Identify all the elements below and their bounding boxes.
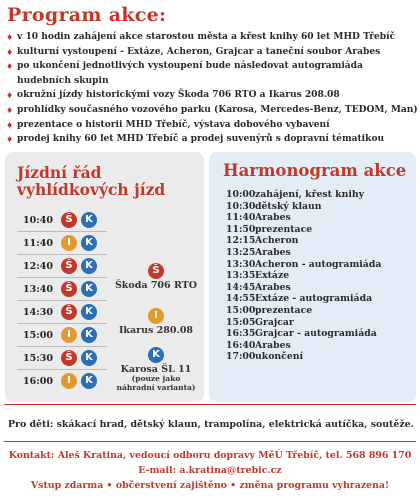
- departure-time: 12:40: [23, 261, 53, 272]
- diamond-bullet-icon: ♦: [6, 46, 14, 57]
- schedule-item: 13:25Arabes: [226, 246, 291, 258]
- skoda-badge-icon: Š: [61, 281, 77, 297]
- ikarus-badge-icon: I: [61, 235, 77, 251]
- program-item: ♦ okružní jízdy historickými vozy Škoda 706 RTO a Ikarus 208.08: [6, 88, 414, 103]
- departure-time: 15:00: [23, 330, 53, 341]
- skoda-badge-icon: Š: [61, 304, 77, 320]
- karosa-badge-icon: K: [81, 350, 97, 366]
- program-item: ♦ prodej knihy 60 let MHD Třebíč a prodej suvenýrů s dopravní tématikou: [6, 132, 414, 147]
- program-item: ♦ prohlídky současného vozového parku (Karosa, Mercedes-Benz, TEDOM, Man): [6, 103, 414, 118]
- schedule-item: 10:00zahájení, křest knihy: [226, 189, 365, 200]
- skoda-badge-icon: Š: [61, 350, 77, 366]
- skoda-badge-icon: Š: [148, 263, 164, 279]
- schedule-item: 14:55Extáze - autogramiáda: [226, 293, 373, 305]
- schedule-item: 11:40Arabes: [226, 212, 291, 224]
- legend-skoda: [113, 258, 199, 291]
- ikarus-badge-icon: I: [61, 327, 77, 343]
- timetable-panel: [5, 152, 204, 402]
- contact-line: Kontakt: Aleš Kratina, vedoucí odboru dopravy MěÚ Třebíč, tel. 568 896 170: [8, 450, 412, 461]
- schedule-item: 16:35Grajcar - autogramiáda: [226, 328, 377, 340]
- karosa-badge-icon: K: [81, 212, 97, 228]
- legend-vehicle-note: (pouze jako náhradní varianta): [116, 374, 196, 392]
- karosa-badge-icon: K: [81, 235, 97, 251]
- schedule-list: [226, 189, 381, 363]
- diamond-bullet-icon: ♦: [6, 104, 14, 115]
- ikarus-badge-icon: I: [148, 308, 164, 324]
- kids-activities: Pro děti: skákací hrad, dětský klaun, trampolína, elektrická autíčka, soutěže.: [8, 419, 414, 430]
- row-divider: [17, 369, 107, 370]
- program-item: ♦ v 10 hodin zahájení akce starostou města a křest knihy 60 let MHD Třebíč: [6, 30, 414, 45]
- legend-ikarus: [113, 303, 199, 336]
- row-divider: [17, 277, 107, 278]
- timetable-row: [17, 211, 107, 232]
- diamond-bullet-icon: ♦: [6, 61, 14, 72]
- footer-notice: Vstup zdarma • občerstvení zajištěno • změna programu vyhrazena!: [30, 480, 390, 491]
- timetable-row: [17, 257, 107, 278]
- row-divider: [17, 254, 107, 255]
- legend-vehicle-name: Karosa ŠL 11: [120, 364, 192, 375]
- row-divider: [17, 323, 107, 324]
- schedule-item: 10:30dětský klaun: [226, 200, 322, 212]
- timetable-row: [17, 303, 107, 324]
- karosa-badge-icon: K: [81, 327, 97, 343]
- diamond-bullet-icon: ♦: [6, 32, 14, 42]
- row-divider: [17, 300, 107, 301]
- timetable-row: [17, 234, 107, 255]
- karosa-badge-icon: K: [81, 304, 97, 320]
- departure-time: 14:30: [23, 307, 53, 318]
- ikarus-badge-icon: I: [61, 373, 77, 389]
- diamond-bullet-icon: ♦: [6, 90, 14, 101]
- schedule-item: 14:45Arabes: [226, 281, 291, 293]
- program-list: [6, 30, 418, 147]
- timetable-row: [17, 372, 107, 393]
- departure-time: 16:00: [23, 376, 53, 387]
- diamond-bullet-icon: ♦: [6, 119, 14, 130]
- skoda-badge-icon: Š: [61, 258, 77, 274]
- diamond-bullet-icon: ♦: [6, 134, 14, 145]
- program-item: ♦ prezentace o historii MHD Třebíč, výstava dobového vybavení: [6, 118, 414, 133]
- timetable-row: [17, 326, 107, 347]
- divider-line: [4, 441, 416, 442]
- row-divider: [17, 346, 107, 347]
- timetable-title: Jízdní řád vyhlídkových jízd: [17, 163, 166, 199]
- divider-line: [4, 404, 416, 405]
- program-item-continuation: hudebních skupin: [17, 74, 109, 86]
- schedule-item: 15:00prezentace: [226, 304, 313, 316]
- legend-vehicle-name: Škoda 706 RTO: [114, 280, 198, 291]
- legend-karosa: [113, 342, 199, 392]
- program-item: ♦ po ukončení jednotlivých vystoupení bude následovat autogramiáda: [6, 59, 414, 74]
- legend-vehicle-name: Ikarus 280.08: [118, 325, 194, 336]
- departure-time: 15:30: [23, 353, 53, 364]
- departure-time: 11:40: [23, 238, 53, 249]
- schedule-title: Harmonogram akce: [223, 161, 407, 180]
- karosa-badge-icon: K: [81, 281, 97, 297]
- departure-time: 10:40: [23, 215, 53, 226]
- row-divider: [17, 231, 107, 232]
- karosa-badge-icon: K: [148, 347, 164, 363]
- departure-time: 13:40: [23, 284, 53, 295]
- schedule-item: 13:30Acheron - autogramiáda: [226, 258, 382, 270]
- schedule-item: 11:50prezentace: [226, 223, 313, 235]
- schedule-item: 12:15Acheron: [226, 235, 299, 247]
- timetable-row: [17, 349, 107, 370]
- karosa-badge-icon: K: [81, 258, 97, 274]
- skoda-badge-icon: Š: [61, 212, 77, 228]
- program-item: ♦ kulturní vystoupení - Extáze, Acheron, Grajcar a taneční soubor Arabes: [6, 45, 414, 60]
- program-title: Program akce:: [7, 4, 167, 26]
- karosa-badge-icon: K: [81, 373, 97, 389]
- contact-email: E-mail: a.kratina@trebic.cz: [138, 465, 282, 476]
- schedule-item: 13:35Extáze: [226, 270, 290, 282]
- schedule-item: 16:40Arabes: [226, 339, 291, 351]
- schedule-panel: [209, 152, 416, 402]
- schedule-item: 17:00ukončení: [226, 351, 304, 363]
- timetable-row: [17, 280, 107, 301]
- schedule-item: 15:05Grajcar: [226, 316, 294, 328]
